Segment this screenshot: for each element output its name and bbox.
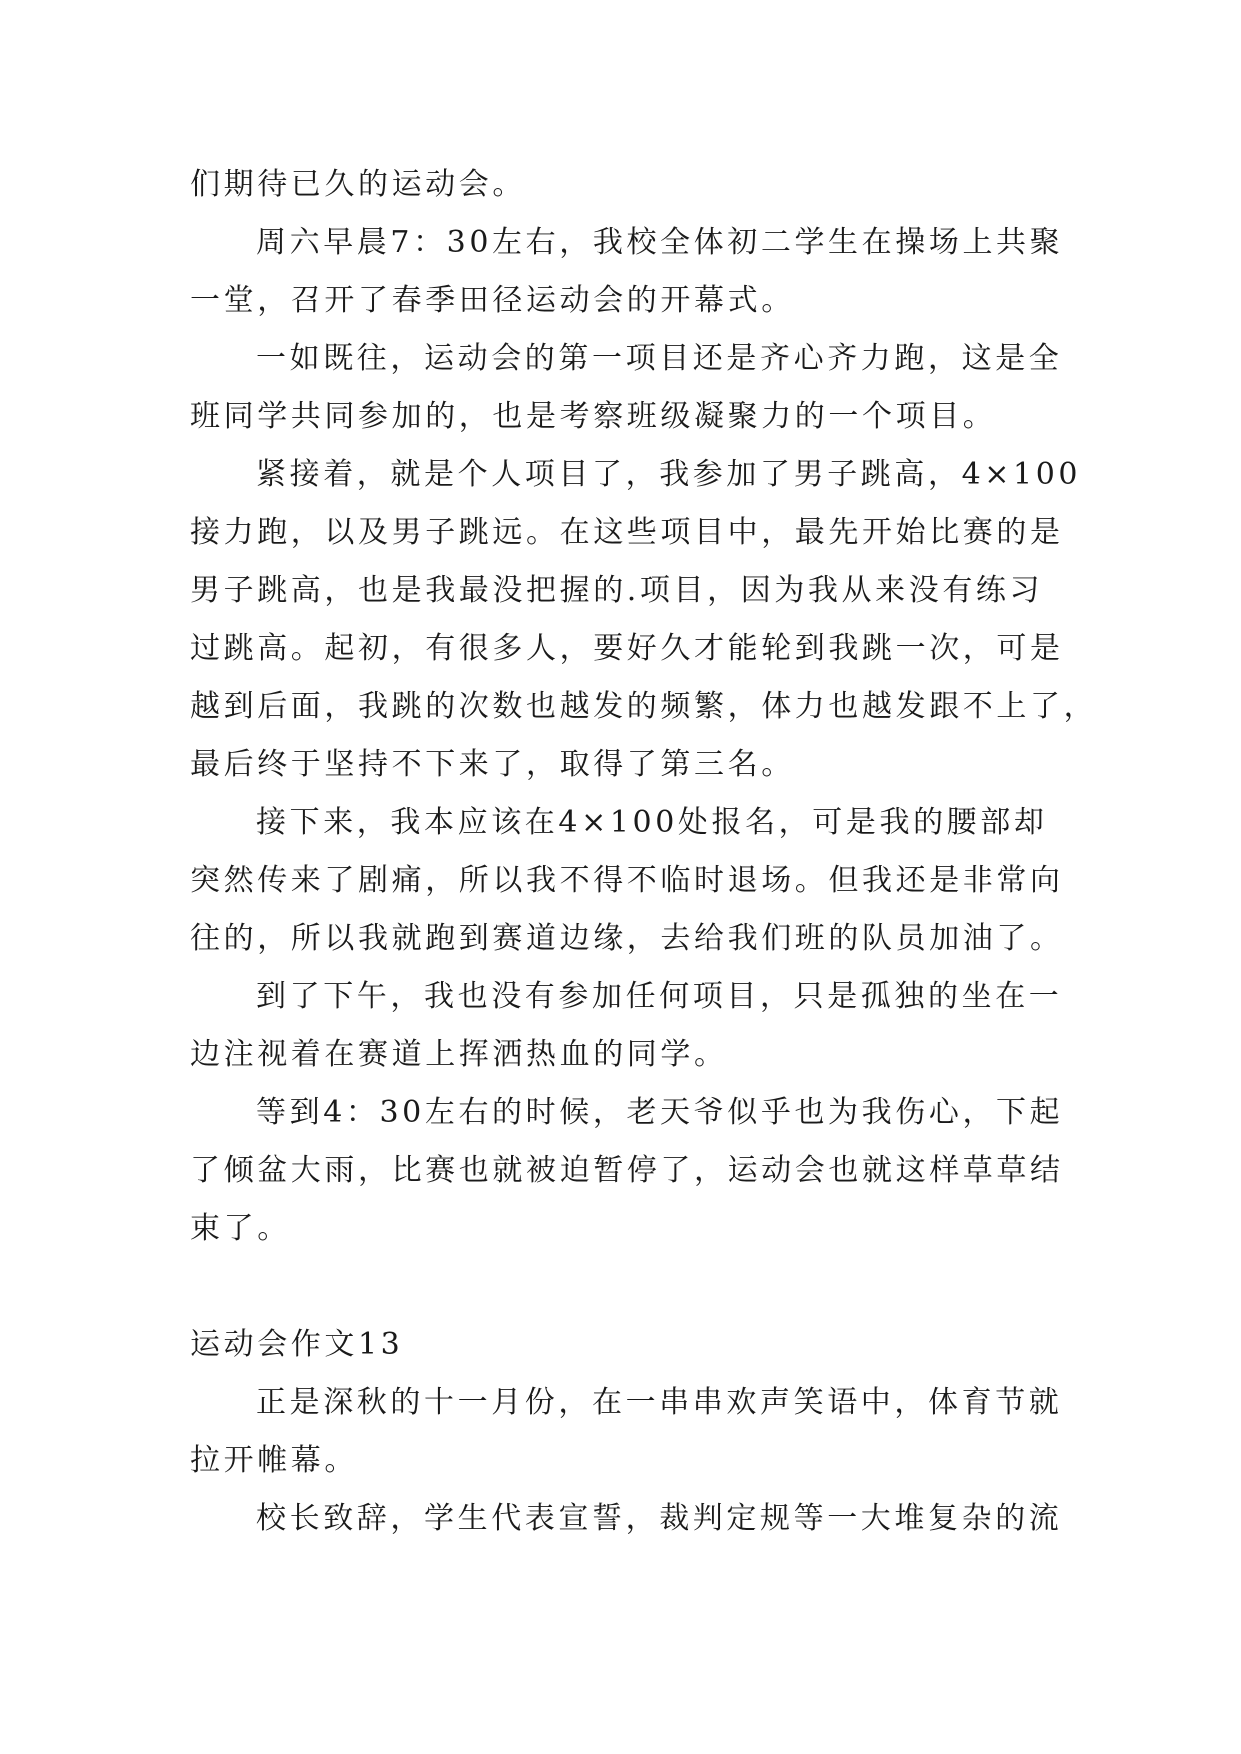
text-line: 束了。: [190, 1211, 291, 1246]
paragraph-gap: [190, 1258, 1054, 1316]
text-line: 校长致辞，学生代表宣誓，裁判定规等一大堆复杂的流: [256, 1501, 1063, 1536]
text-block-part2: [190, 1374, 1063, 1548]
text-line: 突然传来了剧痛，所以我不得不临时退场。但我还是非常向: [190, 863, 1064, 898]
section-heading: 运动会作文13: [190, 1327, 404, 1362]
text-line: 们期待已久的运动会。: [190, 167, 526, 202]
text-line: 正是深秋的十一月份，在一串串欢声笑语中，体育节就: [256, 1385, 1063, 1420]
text-line: 接力跑，以及男子跳远。在这些项目中，最先开始比赛的是: [190, 515, 1064, 550]
text-line: 男子跳高，也是我最没把握的.项目，因为我从来没有练习: [190, 573, 1044, 608]
text-line: 周六早晨7：30左右，我校全体初二学生在操场上共聚: [256, 225, 1064, 260]
text-line: 过跳高。起初，有很多人，要好久才能轮到我跳一次，可是: [190, 631, 1064, 666]
text-line: 边注视着在赛道上挥洒热血的同学。: [190, 1037, 728, 1072]
text-line: 紧接着，就是个人项目了，我参加了男子跳高，4×100: [256, 457, 1082, 492]
text-line: 拉开帷幕。: [190, 1443, 358, 1478]
text-line: 一如既往，运动会的第一项目还是齐心齐力跑，这是全: [256, 341, 1063, 376]
text-line: 最后终于坚持不下来了，取得了第三名。: [190, 747, 795, 782]
text-line: 越到后面，我跳的次数也越发的频繁，体力也越发跟不上了，: [190, 689, 1098, 724]
text-line: 到了下午，我也没有参加任何项目，只是孤独的坐在一: [256, 979, 1063, 1014]
text-line: 了倾盆大雨，比赛也就被迫暂停了，运动会也就这样草草结: [190, 1153, 1064, 1188]
document-page: [190, 156, 1098, 1548]
text-line: 一堂，召开了春季田径运动会的开幕式。: [190, 283, 795, 318]
text-block-part1: [190, 156, 1098, 1258]
text-line: 往的，所以我就跑到赛道边缘，去给我们班的队员加油了。: [190, 921, 1064, 956]
text-line: 等到4：30左右的时候，老天爷似乎也为我伤心，下起: [256, 1095, 1064, 1130]
text-line: 接下来，我本应该在4×100处报名，可是我的腰部却: [256, 805, 1048, 840]
text-line: 班同学共同参加的，也是考察班级凝聚力的一个项目。: [190, 399, 997, 434]
